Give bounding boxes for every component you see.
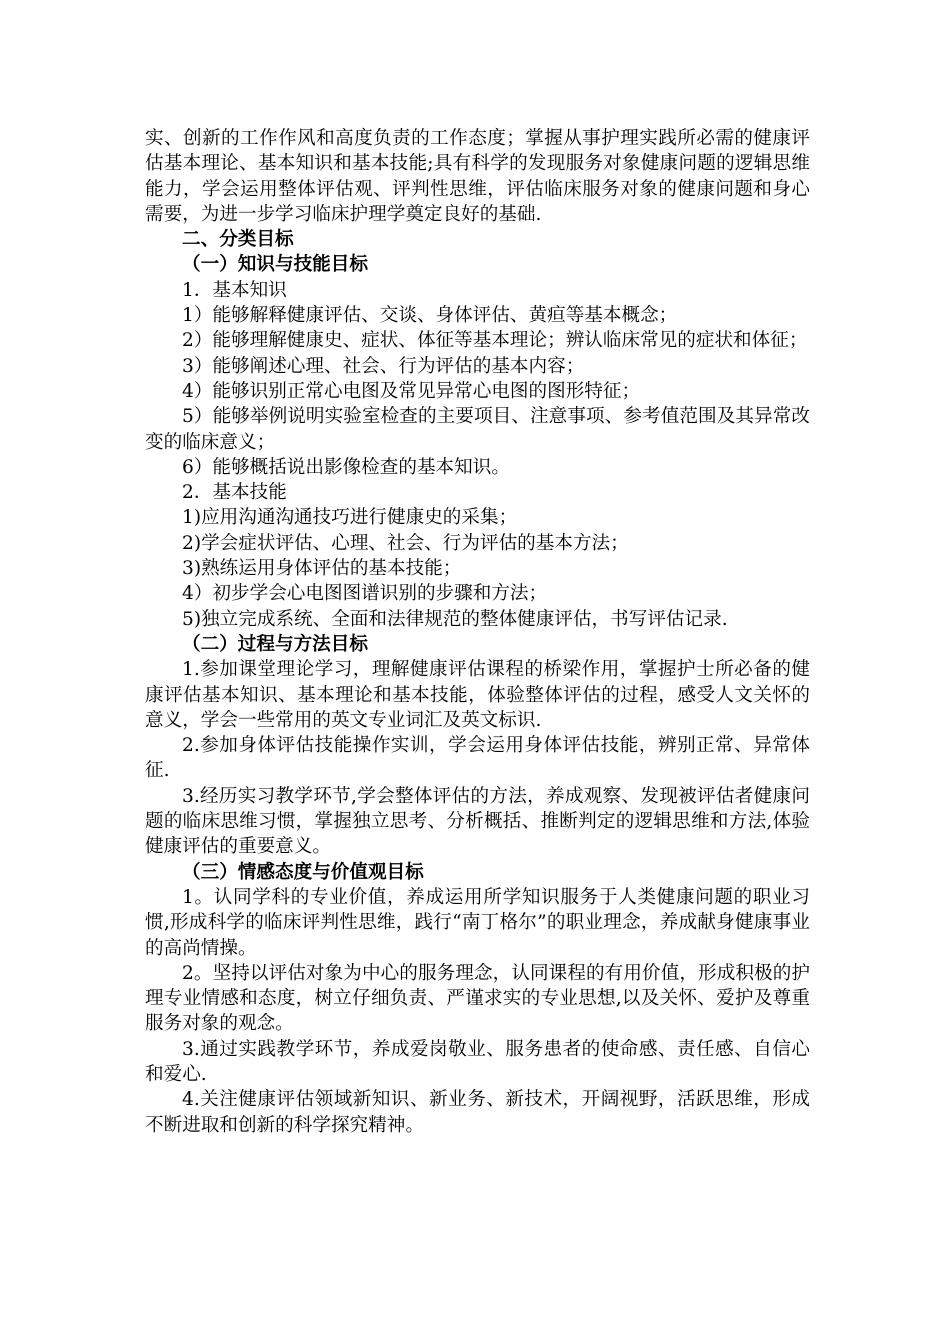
list-item: 3.经历实习教学环节,学会整体评估的方法，养成观察、发现被评估者健康问题的临床思维习惯，掌握独立思考、分析概括、推断判定的逻辑思维和方法,体验健康评估的重要意义。 [145,785,810,858]
list-item: 4.关注健康评估领域新知识、新业务、新技术，开阔视野，活跃思维，形成不断进取和创新的科学探究精神。 [145,1089,810,1136]
list-item: 6）能够概括说出影像检查的基本知识。 [182,456,510,478]
list-item: 5)独立完成系统、全面和法律规范的整体健康评估，书写评估记录. [182,608,728,630]
list-item: 1.参加课堂理论学习，理解健康评估课程的桥梁作用，掌握护士所必备的健康评估基本知识、基本理论和基本技能，体验整体评估的过程，感受人文关怀的意义，学会一些常用的英文专业词汇及英文标识. [145,659,810,731]
list-item: 2。坚持以评估对象为中心的服务理念，认同课程的有用价值，形成积极的护理专业情感和态度，树立仔细负责、严谨求实的专业思想,以及关怀、爱护及尊重服务对象的观念。 [145,962,810,1035]
subsection-heading-knowledge-skills: （一）知识与技能目标 [182,254,368,276]
subsection-heading-attitude-values: （三）情感态度与价值观目标 [182,861,424,883]
list-item: 2.参加身体评估技能操作实训，学会运用身体评估技能，辨别正常、异常体征. [145,735,810,782]
list-item: 3.通过实践教学环节，养成爱岗敬业、服务患者的使命感、责任感、自信心和爱心. [145,1038,810,1085]
section-heading-classified-goals: 二、分类目标 [182,229,294,251]
list-item: 5）能够举例说明实验室检查的主要项目、注意事项、参考值范围及其异常改变的临床意义； [145,406,810,453]
subsection-heading-process-methods: （二）过程与方法目标 [182,633,368,655]
list-item: 3)熟练运用身体评估的基本技能； [182,558,462,580]
list-item: 2)学会症状评估、心理、社会、行为评估的基本方法； [182,532,629,554]
paragraph-intro: 实、创新的工作作风和高度负责的工作态度；掌握从事护理实践所必需的健康评估基本理论、基本知识和基本技能;具有科学的发现服务对象健康问题的逻辑思维能力，学会运用整体评估观、评判性思维，评估临床服务对象的健康问题和身心需要，为进一步学习临床护理学奠定良好的基础. [145,128,810,225]
list-item: 1)应用沟通沟通技巧进行健康史的采集； [182,507,518,529]
list-item: 1。认同学科的专业价值，养成运用所学知识服务于人类健康问题的职业习惯,形成科学的临床评判性思维，践行“南丁格尔”的职业理念，养成献身健康事业的高尚情操。 [145,886,810,959]
list-item: 2）能够理解健康史、症状、体征等基本理论；辨认临床常见的症状和体征； [182,330,808,352]
list-item: 3）能够阐述心理、社会、行为评估的基本内容； [182,355,585,377]
list-item: 1）能够解释健康评估、交谈、身体评估、黄疸等基本概念； [182,305,678,327]
list-item: 4）能够识别正常心电图及常见异常心电图的图形特征； [182,380,641,402]
list-item: 4）初步学会心电图图谱识别的步骤和方法； [182,583,548,605]
document-body [145,126,810,1138]
item-heading-basic-skills: 2．基本技能 [182,482,287,504]
item-heading-basic-knowledge: 1．基本知识 [182,279,287,301]
